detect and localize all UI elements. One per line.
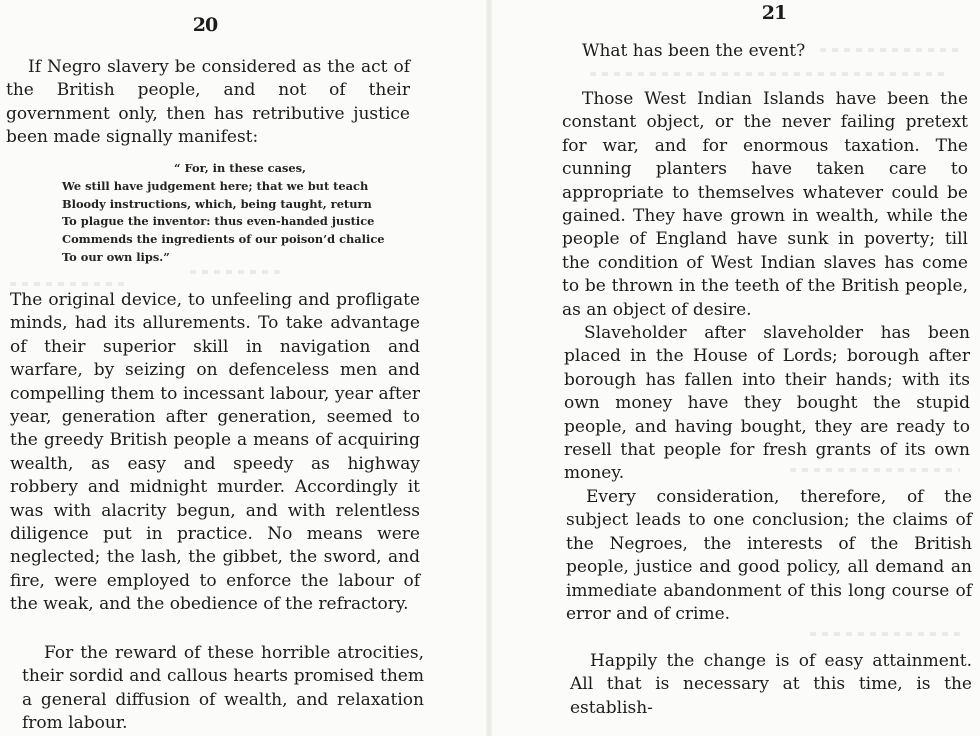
right-paragraph-1: What has been the event? (582, 41, 806, 61)
left-paragraph-2: The original device, to unfeeling and profligate minds, had its allurements. To take advantage of their superior skill in navigation and warfare, by seizing on defenceless men and compelling them to incessant labour, year after year, generation after generation, seemed to the greedy British people a means of acquiring wealth, as easy and speedy as highway robbery and midnight murder. Accordingly it was with alacrity begun, and with relentless diligence put in practice. No means were neglected; the lash, the gibbet, the sword, and fire, were employed to enforce the labour of the weak, and the obedience of the refractory. (10, 290, 420, 615)
verse-quotation (62, 160, 385, 267)
verse-line: We still have judgement here; that we but teach (62, 178, 369, 193)
verse-line: Commends the ingredients of our poison’d chalice (62, 232, 385, 247)
bleed-through-mark (190, 270, 280, 274)
right-page (490, 0, 980, 736)
verse-line: To our own lips.” (62, 249, 170, 264)
verse-line: Bloody instructions, which, being taught, return (62, 196, 372, 211)
bleed-through-mark (820, 48, 960, 52)
right-paragraph-2: Those West Indian Islands have been the constant object, or the never failing pretext for war, and for enormous taxation. The cunning planters have taken care to appropriate to themselves whatever could be gained. They have grown in wealth, while the people of England have sunk in poverty; till the condition of West Indian slaves has come to be thrown in the teeth of the British people, as an object of desire. (562, 89, 968, 320)
bleed-through-mark (590, 72, 950, 76)
bleed-through-mark (790, 468, 960, 472)
right-paragraph-3: Slaveholder after slaveholder has been placed in the House of Lords; borough after borough has fallen into their hands; with its own money have they bought the stupid people, and having bought, they are ready to resell that people for fresh grants of its own money. (564, 323, 970, 484)
right-paragraph-4: Every consideration, therefore, of the subject leads to one conclusion; the claims of the Negroes, the interests of the British people, justice and good policy, all demand an immediate abandonment of this long course of error and of crime. (566, 487, 972, 625)
verse-line: “ For, in these cases, (174, 161, 307, 175)
bleed-through-mark (10, 282, 130, 286)
left-paragraph-3: For the reward of these horrible atrocities, their sordid and callous hearts promised them a general diffusion of wealth, and relaxation from labour. (22, 643, 424, 734)
left-paragraph-1: If Negro slavery be considered as the act of the British people, and not of their government only, then has retributive justice been made signally manifest: (6, 57, 410, 148)
page-number-left: 20 (192, 14, 218, 36)
right-paragraph-5: Happily the change is of easy attainment. All that is necessary at this time, is the establish- (570, 651, 972, 718)
bleed-through-mark (810, 632, 960, 636)
page-number-right: 21 (761, 2, 787, 24)
left-page (0, 0, 488, 736)
verse-line: To plague the inventor: thus even-handed justice (62, 214, 375, 229)
